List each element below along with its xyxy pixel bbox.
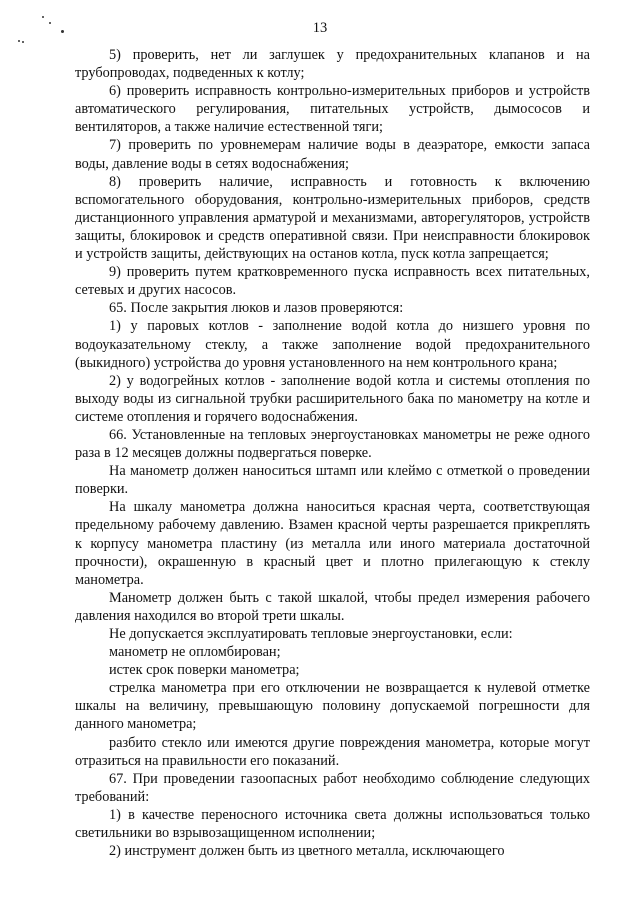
document-body [75, 46, 590, 860]
list-item: разбито стекло или имеются другие повреждения манометра, которые могут отразиться на правильности его показаний. [75, 734, 590, 769]
paragraph: 2) инструмент должен быть из цветного металла, исключающего [109, 843, 505, 860]
paragraph: На манометр должен наноситься штамп или клеймо с отметкой о проведении поверки. [75, 463, 590, 498]
list-item: манометр не опломбирован; [109, 644, 281, 661]
paragraph: Манометр должен быть с такой шкалой, чтобы предел измерения рабочего давления находился во второй трети шкалы. [75, 589, 590, 624]
paragraph: 8) проверить наличие, исправность и готовность к включению вспомогательного оборудования, контрольно-измерительных приборов, средств дистанционного управления арматурой и механизмами, авторегуляторов, устройств защиты, блокировок и средств оперативной связи. При неисправности блокировок и устройств защиты, действующих на останов котла, пуск котла запрещается; [75, 173, 590, 263]
paragraph: 9) проверить путем кратковременного пуска исправность всех питательных, сетевых и других насосов. [75, 264, 590, 299]
paragraph: 2) у водогрейных котлов - заполнение водой котла и системы отопления по выходу воды из сигнальной трубки расширительного бака по манометру на котле и системе отопления и горячего водоснабжения. [75, 372, 590, 425]
paragraph: 6) проверить исправность контрольно-измерительных приборов и устройств автоматического регулирования, питательных устройств, дымососов и вентиляторов, а также наличие естественной тяги; [75, 83, 590, 136]
paragraph: На шкалу манометра должна наноситься красная черта, соответствующая предельному рабочему давлению. Взамен красной черты разрешается прикреплять к корпусу манометра пластину (из металла или иного материала достаточной прочности), окрашенную в красный цвет и плотно прилегающую к стеклу манометра. [75, 499, 590, 588]
paragraph: 67. При проведении газоопасных работ необходимо соблюдение следующих требований: [75, 770, 590, 805]
paragraph: 1) в качестве переносного источника света должны использоваться только светильники во взрывозащищенном исполнении; [75, 806, 590, 842]
paragraph: 66. Установленные на тепловых энергоустановках манометры не реже одного раза в 12 месяцев должны подвергаться поверке. [75, 426, 590, 462]
paragraph: 1) у паровых котлов - заполнение водой котла до низшего уровня по водоуказательному стеклу, а также заполнение водой предохранительного (выкидного) устройства до уровня установленного на нем контрольного крана; [75, 318, 590, 371]
page-number: 13 [312, 20, 328, 36]
paragraph: 7) проверить по уровнемерам наличие воды в деаэраторе, емкости запаса воды, давление воды в сетях водоснабжения; [75, 137, 590, 172]
list-item: истек срок поверки манометра; [109, 662, 300, 679]
scan-speck [42, 16, 44, 18]
scan-speck [18, 40, 20, 42]
list-item: стрелка манометра при его отключении не возвращается к нулевой отметке шкалы на величину, превышающую половину допускаемой погрешности для данного манометра; [75, 680, 590, 733]
paragraph: 5) проверить, нет ли заглушек у предохранительных клапанов и на трубопроводах, подведенных к котлу; [75, 47, 590, 82]
paragraph: Не допускается эксплуатировать тепловые энергоустановки, если: [109, 626, 513, 642]
section-heading: 65. После закрытия люков и лазов проверяются: [109, 300, 404, 317]
scan-speck [22, 41, 24, 43]
